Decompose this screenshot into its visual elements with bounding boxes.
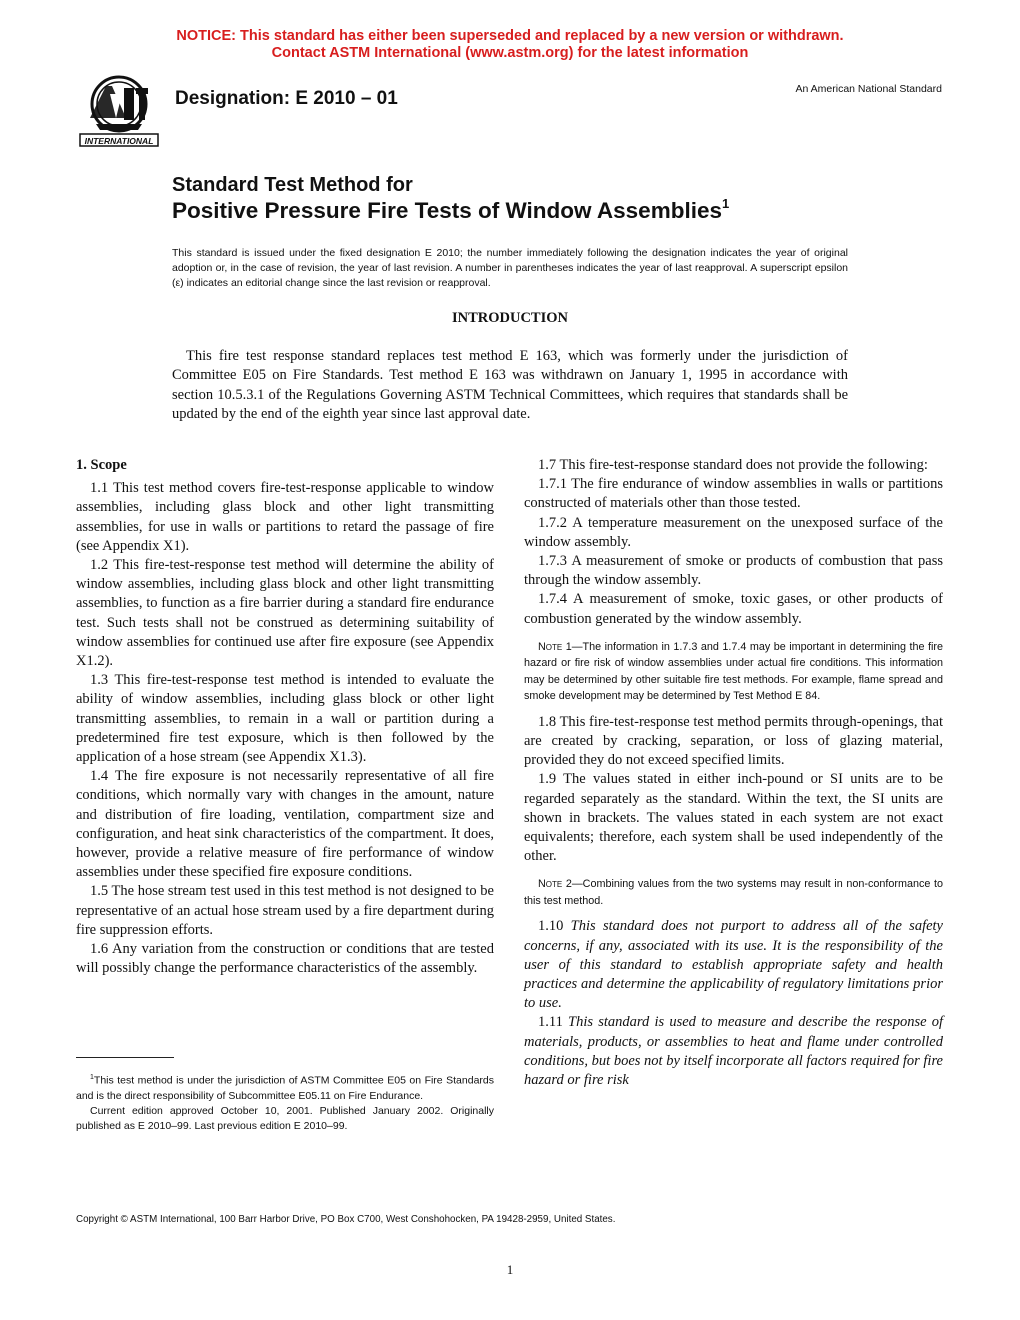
note-1-text: —The information in 1.7.3 and 1.7.4 may be important in determining the fire hazard or fire risk of window assemblies under actual fire conditions. This information may be determined by other suitable fire test methods. For example, flame spread and smoke development may be determined by Test Method E 84. — [524, 640, 943, 703]
note-2-label: Note 2 — [538, 878, 572, 891]
footnote-1 — [76, 1070, 494, 1104]
introduction-heading: INTRODUCTION — [451, 310, 568, 326]
para-1-10-text: This standard does not purport to address all of the safety concerns, if any, associated with its use. It is the responsibility of the user of this standard to establish appropriate safety and health practices and determine the applicability of regulatory limitations prior to use. — [524, 918, 943, 1012]
para-1-9: 1.9 The values stated in either inch-pound or SI units are to be regarded separately as the standard. Within the text, the SI units are shown in brackets. The values stated in each system are not exact equivalents; therefore, each system shall be used independently of the other. — [524, 771, 943, 865]
note-2-text: —Combining values from the two systems may result in non-conformance to this test method. — [524, 878, 943, 907]
para-1-7-1: 1.7.1 The fire endurance of window assemblies in walls or partitions constructed of materials other than those tested. — [524, 476, 943, 512]
footnote-1-text: This test method is under the jurisdiction of ASTM Committee E05 on Fire Standards and is the direct responsibility of Subcommittee E05.11 on Fire Endurance. — [76, 1074, 494, 1102]
title-line-1: Standard Test Method for — [172, 174, 413, 196]
para-1-10-number: 1.10 — [538, 918, 564, 935]
page-number: 1 — [506, 1262, 514, 1277]
astm-logo — [76, 74, 162, 148]
logo-text: INTERNATIONAL — [84, 136, 154, 146]
supersede-notice — [0, 28, 1020, 62]
para-1-7-2: 1.7.2 A temperature measurement on the unexposed surface of the window assembly. — [524, 514, 943, 550]
notice-line-2: Contact ASTM International (www.astm.org) for the latest information — [271, 45, 749, 61]
para-1-1: 1.1 This test method covers fire-test-response applicable to window assemblies, including glass block and other light transmitting assemblies, for use in walls or partitions to retard the passage of fire (see Appendix X1). — [76, 480, 494, 554]
para-1-11 — [524, 1013, 943, 1090]
title-main: Positive Pressure Fire Tests of Window Assemblies — [172, 198, 722, 223]
para-1-3: 1.3 This fire-test-response test method is intended to evaluate the ability of window assemblies, including glass block or other light transmitting assemblies, to remain in a wall or partition during a predetermined fire test exposure, which is then followed by the application of a hose stream (see Appendix X1.3). — [76, 672, 494, 766]
title-line-2 — [172, 198, 729, 224]
footnote-2: Current edition approved October 10, 2001. Published January 2002. Originally published as E 2010–99. Last previous edition E 2010–99. — [76, 1104, 494, 1132]
para-1-7: 1.7 This fire-test-response standard does not provide the following: — [538, 457, 928, 473]
right-column — [524, 456, 943, 1090]
para-1-7-4: 1.7.4 A measurement of smoke, toxic gases, or other products of combustion generated by the window assembly. — [524, 591, 943, 627]
note-1-label: Note 1 — [538, 640, 572, 653]
introduction-text: This fire test response standard replaces test method E 163, which was formerly under the jurisdiction of Committee E05 on Fire Standards. Test method E 163 was withdrawn on January 1, 1995 in accordance with section 10.5.3.1 of the Regulations Governing ASTM Technical Committees, which requires that standards shall be updated by the end of the eighth year since last approval date. — [172, 348, 848, 422]
issued-note: This standard is issued under the fixed designation E 2010; the number immediately following the designation indicates the year of original adoption or, in the case of revision, the year of last revision. A number in parentheses indicates the year of last reapproval. A superscript epsilon (ε) indicates an editorial change since the last revision or reapproval. — [172, 247, 848, 289]
para-1-2: 1.2 This fire-test-response test method will determine the ability of window assemblies, including glass block and other light transmitting assemblies, to function as a fire barrier during a standard fire endurance test. Such tests shall not be construed as determining suitability of window assemblies for continued use after fire exposure (see Appendix X1.2). — [76, 557, 494, 670]
left-column — [76, 456, 494, 978]
designation: Designation: E 2010 – 01 — [175, 88, 398, 109]
para-1-10 — [524, 917, 943, 1013]
note-2 — [524, 876, 943, 909]
para-1-4: 1.4 The fire exposure is not necessarily representative of all fire conditions, which normally vary with changes in the amount, nature and distribution of fire loading, ventilation, compartment size and configuration, and heat sink characteristics of the compartment. It does, however, provide a relative measure of fire performance of window assemblies under these specified fire exposure conditions. — [76, 768, 494, 881]
title-footnote-ref: 1 — [721, 196, 730, 211]
para-1-7-3: 1.7.3 A measurement of smoke or products of combustion that pass through the window assembly. — [524, 553, 943, 589]
footnote-1-marker: 1 — [90, 1074, 94, 1081]
copyright: Copyright © ASTM International, 100 Barr Harbor Drive, PO Box C700, West Conshohocken, PA 19428-2959, United States. — [76, 1214, 616, 1225]
american-national-standard: An American National Standard — [795, 83, 942, 95]
notice-line-1: NOTICE: This standard has either been superseded and replaced by a new version or withdrawn. — [176, 28, 844, 44]
para-1-6: 1.6 Any variation from the construction or conditions that are tested will possibly change the performance characteristics of the assembly. — [76, 941, 494, 977]
note-1 — [524, 639, 943, 705]
para-1-5: 1.5 The hose stream test used in this test method is not designed to be representative of an actual hose stream used by a fire department during fire suppression efforts. — [76, 883, 494, 938]
footnote-rule — [76, 1057, 174, 1058]
footnotes — [76, 1070, 494, 1134]
para-1-11-number: 1.11 — [538, 1014, 563, 1031]
section-heading-scope: 1. Scope — [76, 457, 127, 473]
para-1-8: 1.8 This fire-test-response test method permits through-openings, that are created by cracking, separation, or loss of glazing material, provided they do not exceed specified limits. — [524, 713, 943, 769]
para-1-11-text: This standard is used to measure and describe the response of materials, products, or assemblies to heat and flame under controlled conditions, but boes not by itself incorporate all factors required for fire hazard or fire risk — [524, 1014, 944, 1089]
astm-logo-icon — [76, 74, 162, 148]
